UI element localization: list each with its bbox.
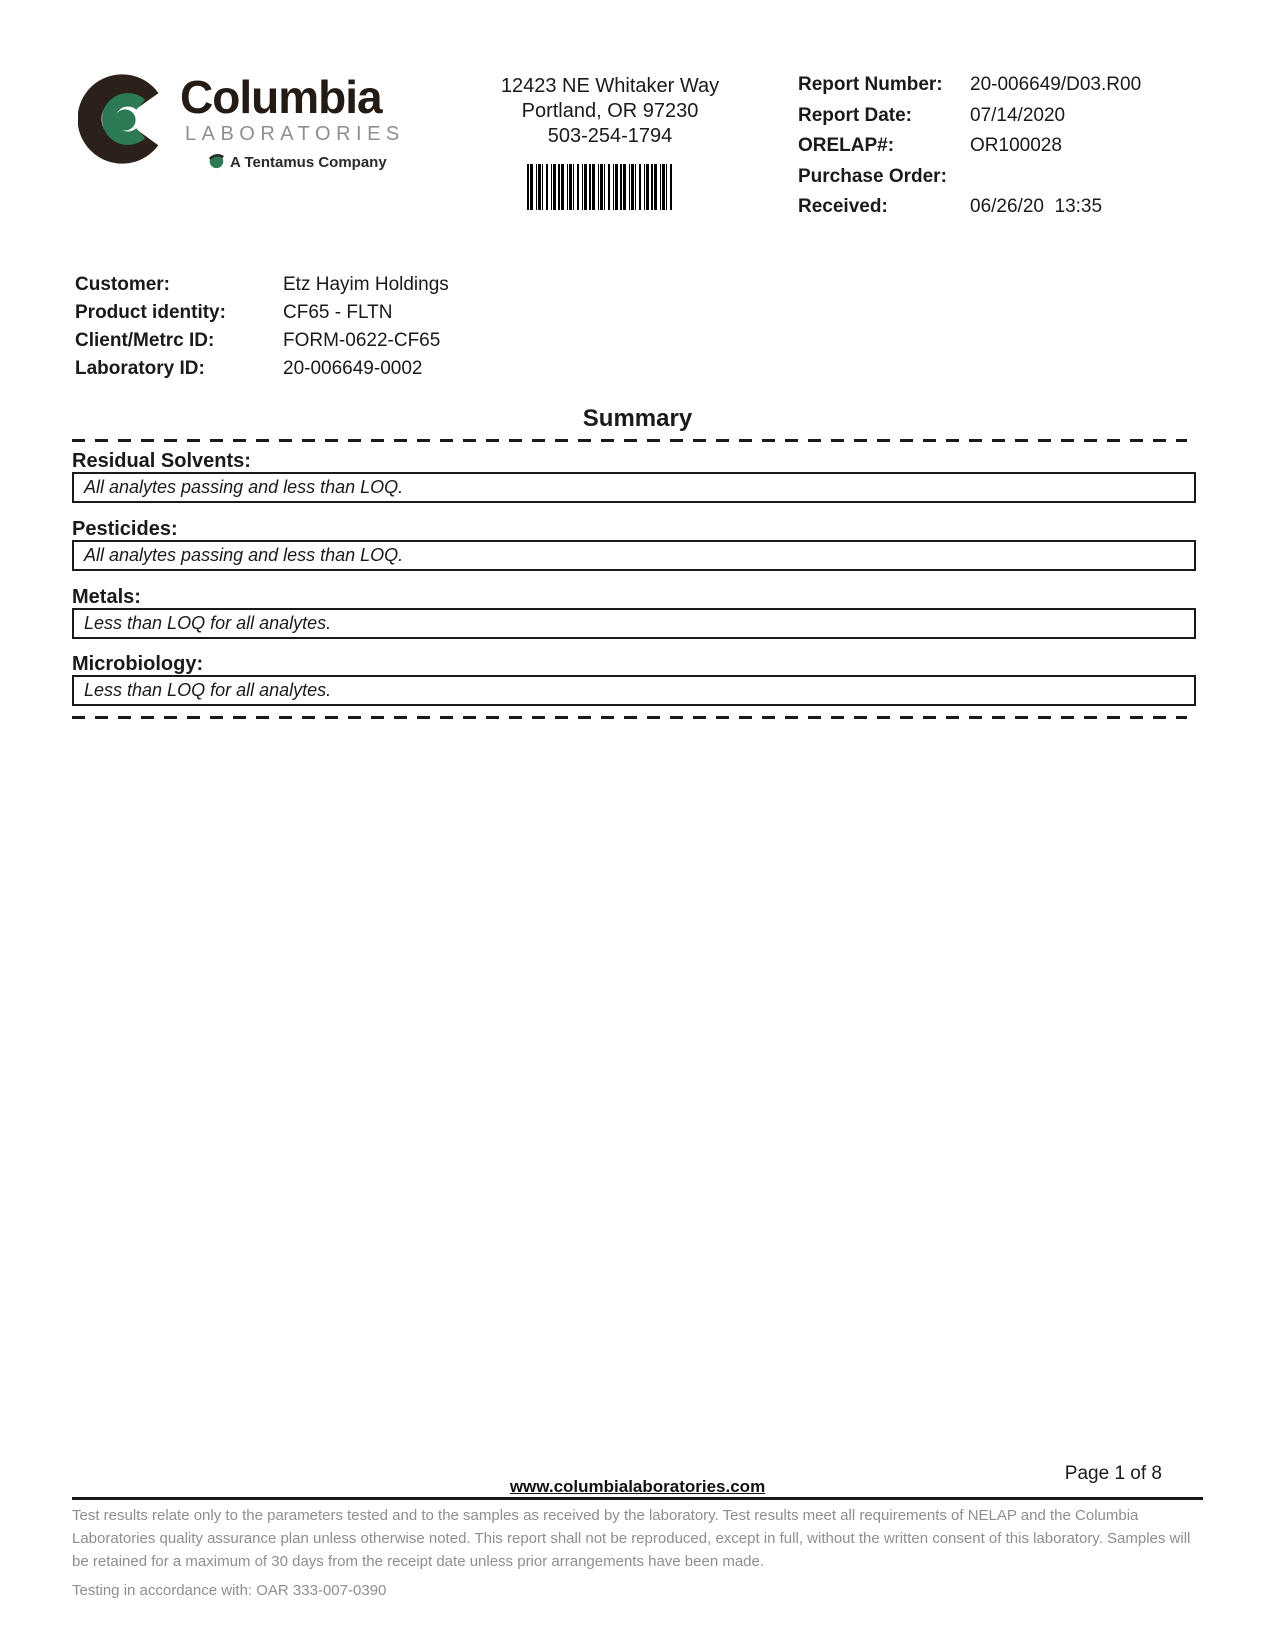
report-info-row	[798, 166, 1141, 186]
page-number: Page 1 of 8	[1064, 1463, 1162, 1484]
sample-info-row	[75, 330, 449, 350]
orelap-value: OR100028	[970, 135, 1062, 156]
received-value: 06/26/20 13:35	[970, 196, 1103, 217]
sample-info-row	[75, 358, 449, 378]
report-date-value: 07/14/2020	[970, 104, 1066, 126]
section-heading-residual-solvents: Residual Solvents:	[72, 450, 251, 472]
report-info-row	[798, 135, 1141, 155]
report-info-row	[798, 105, 1141, 125]
dashed-divider-top	[72, 439, 1187, 442]
logo-tagline-label: A Tentamus Company	[230, 154, 387, 171]
report-number-value: 20-006649/D03.R00	[970, 74, 1142, 95]
sample-info-row	[75, 302, 449, 322]
website-link[interactable]: www.columbialaboratories.com	[509, 1477, 766, 1496]
laboratory-id-label: Laboratory ID:	[75, 358, 205, 379]
laboratory-id-value: 20-006649-0002	[283, 358, 423, 379]
sample-info-block	[75, 274, 449, 386]
address-line-3: 503-254-1794	[547, 125, 673, 147]
section-heading-microbiology: Microbiology:	[72, 653, 204, 675]
orelap-label: ORELAP#:	[798, 135, 895, 156]
report-info-block	[798, 74, 1141, 227]
result-text: All analytes passing and less than LOQ.	[84, 545, 404, 565]
footer-accordance: Testing in accordance with: OAR 333-007-0390	[72, 1582, 387, 1599]
footer-disclaimer: Test results relate only to the parameters tested and to the samples as received by the laboratory. Test results meet all requirements of NELAP and the Columbia Laboratories quality assurance plan unless otherwise noted. This report shall not be reproduced, except in full, without the written consent of this laboratory. Samples will be retained for a maximum of 30 days from the receipt date unless prior arrangements have been made.	[72, 1507, 1191, 1570]
client-metrc-id-label: Client/Metrc ID:	[75, 330, 215, 351]
logo-name: Columbia	[180, 71, 382, 123]
product-identity-label: Product identity:	[75, 302, 226, 323]
customer-value: Etz Hayim Holdings	[283, 274, 449, 295]
footer-rule	[72, 1497, 1203, 1500]
logo-subtitle: LABORATORIES	[185, 123, 405, 145]
purchase-order-label: Purchase Order:	[798, 165, 947, 187]
section-heading-metals: Metals:	[72, 586, 141, 608]
result-text: Less than LOQ for all analytes.	[84, 613, 332, 633]
tentamus-icon	[208, 152, 225, 173]
logo-tagline	[208, 152, 405, 173]
summary-title: Summary	[582, 405, 693, 432]
client-metrc-id-value: FORM-0622-CF65	[283, 330, 441, 351]
report-number-label: Report Number:	[798, 74, 943, 95]
sample-info-row	[75, 274, 449, 294]
product-identity-value: CF65 - FLTN	[283, 302, 393, 323]
result-text: All analytes passing and less than LOQ.	[84, 477, 404, 497]
address-line-1: 12423 NE Whitaker Way	[500, 75, 720, 97]
result-box-metals	[72, 608, 1196, 639]
section-heading-pesticides: Pesticides:	[72, 518, 178, 540]
report-date-label: Report Date:	[798, 104, 913, 126]
lab-address	[450, 74, 770, 149]
result-box-pesticides	[72, 540, 1196, 571]
address-line-2: Portland, OR 97230	[521, 100, 699, 122]
customer-label: Customer:	[75, 274, 171, 295]
sample-barcode	[527, 164, 673, 210]
received-label: Received:	[798, 196, 888, 217]
dashed-divider-bottom	[72, 716, 1187, 719]
result-box-microbiology	[72, 675, 1196, 706]
report-info-row	[798, 74, 1141, 94]
columbia-labs-logo-icon	[78, 70, 174, 173]
report-info-row	[798, 196, 1141, 216]
result-box-residual-solvents	[72, 472, 1196, 503]
result-text: Less than LOQ for all analytes.	[84, 680, 332, 700]
logo-text-block	[180, 71, 405, 173]
